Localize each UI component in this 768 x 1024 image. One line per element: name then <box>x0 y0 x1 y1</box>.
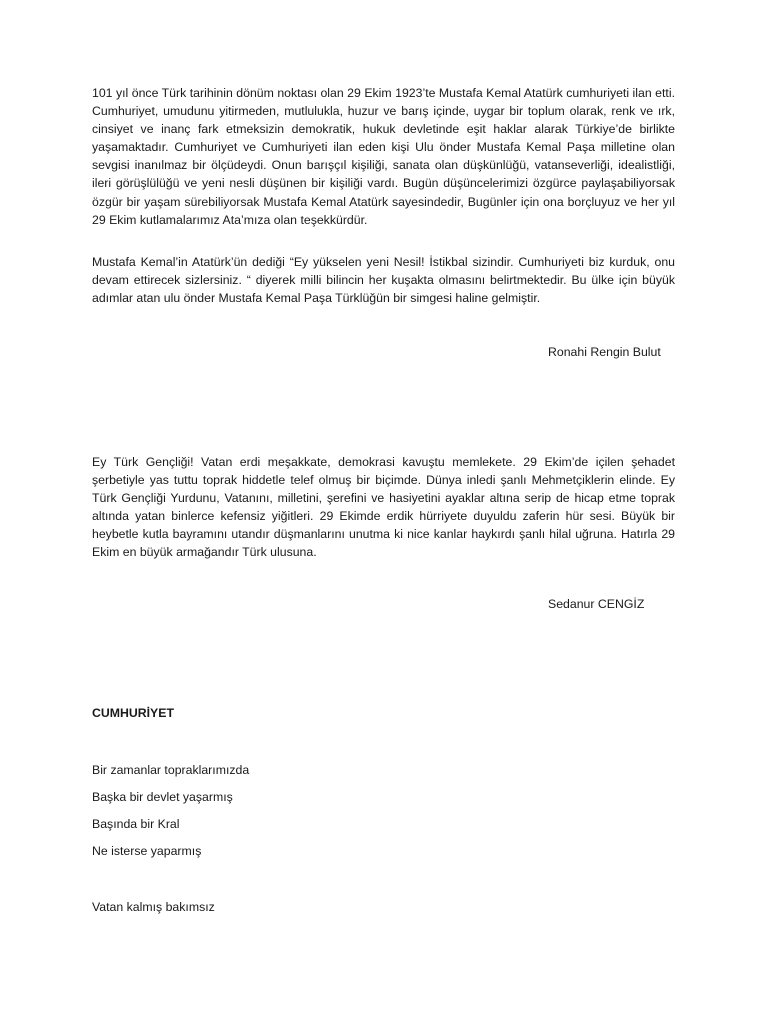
poem-line: Ne isterse yaparmış <box>92 844 202 858</box>
poem-line: Başka bir devlet yaşarmış <box>92 790 233 804</box>
poem-title: CUMHURİYET <box>92 706 174 720</box>
essay-paragraph-3: Ey Türk Gençliği! Vatan erdi meşakkate, demokrasi kavuştu memlekete. 29 Ekim’de içilen şehadet şerbetiyle yas tuttu toprak hiddetle telef olmuş bir biçimde. Dünya inledi şanlı Mehmetçiklerin elinde. Ey Türk Gençliği Yurdunu, Vatanını, milletini, şerefini ve hasiyetini ayaklar altına serip de hicap etme toprak altında yatan binlerce kefensiz yiğitleri. 29 Ekimde erdik hürriyete duyuldu zaferin hür sesi. Büyük bir heybetle kutla bayramını utandır düşmanlarını unutma ki nice kanlar haykırdı şanlı hilal uğruna. Hatırla 29 Ekim en büyük armağandır Türk ulusuna. <box>92 455 675 560</box>
author-signature-2: Sedanur CENGİZ <box>548 597 645 611</box>
poem-line: Bir zamanlar topraklarımızda <box>92 763 250 777</box>
poem-line: Başında bir Kral <box>92 817 180 831</box>
essay-paragraph-2: Mustafa Kemal’in Atatürk’ün dediği “Ey yükselen yeni Nesil! İstikbal sizindir. Cumhuriyeti biz kurduk, onu devam ettirecek sizlersiniz. “ diyerek milli bilincin her kuşakta olmasını belirtmektedir. Bu ülke için büyük adımlar atan ulu önder Mustafa Kemal Paşa Türklüğün bir simgesi haline gelmiştir. <box>92 255 675 306</box>
essay-paragraph-1: 101 yıl önce Türk tarihinin dönüm noktası olan 29 Ekim 1923’te Mustafa Kemal Atatürk cumhuriyeti ilan etti. Cumhuriyet, umudunu yitirmeden, mutlulukla, huzur ve barış içinde, uygar bir toplum olarak, renk ve ırk, cinsiyet ve inanç fark etmeksizin demokratik, hukuk devletinde eşit haklar alarak Türkiye’de birlikte yaşamaktadır. Cumhuriyet ve Cumhuriyeti ilan eden kişi Ulu önder Mustafa Kemal Paşa milletine olan sevgisi inanılmaz bir ölçüdeydi. Onun barışçıl kişiliği, sanata olan düşkünlüğü, vatanseverliği, idealistliği, ileri görüşlülüğü ve yeni nesli düşünen bir kişiliği vardı. Bugün düşüncelerimizi özgürce paylaşabiliyorsak özgür bir yaşam sürebiliyorsak Mustafa Kemal Atatürk sayesindedir, Bugünler için ona borçluyuz ve her yıl 29 Ekim kutlamalarımız Ata’mıza olan teşekkürdür. <box>92 86 675 227</box>
author-signature-1: Ronahi Rengin Bulut <box>548 345 661 359</box>
poem-line: Vatan kalmış bakımsız <box>92 900 215 914</box>
